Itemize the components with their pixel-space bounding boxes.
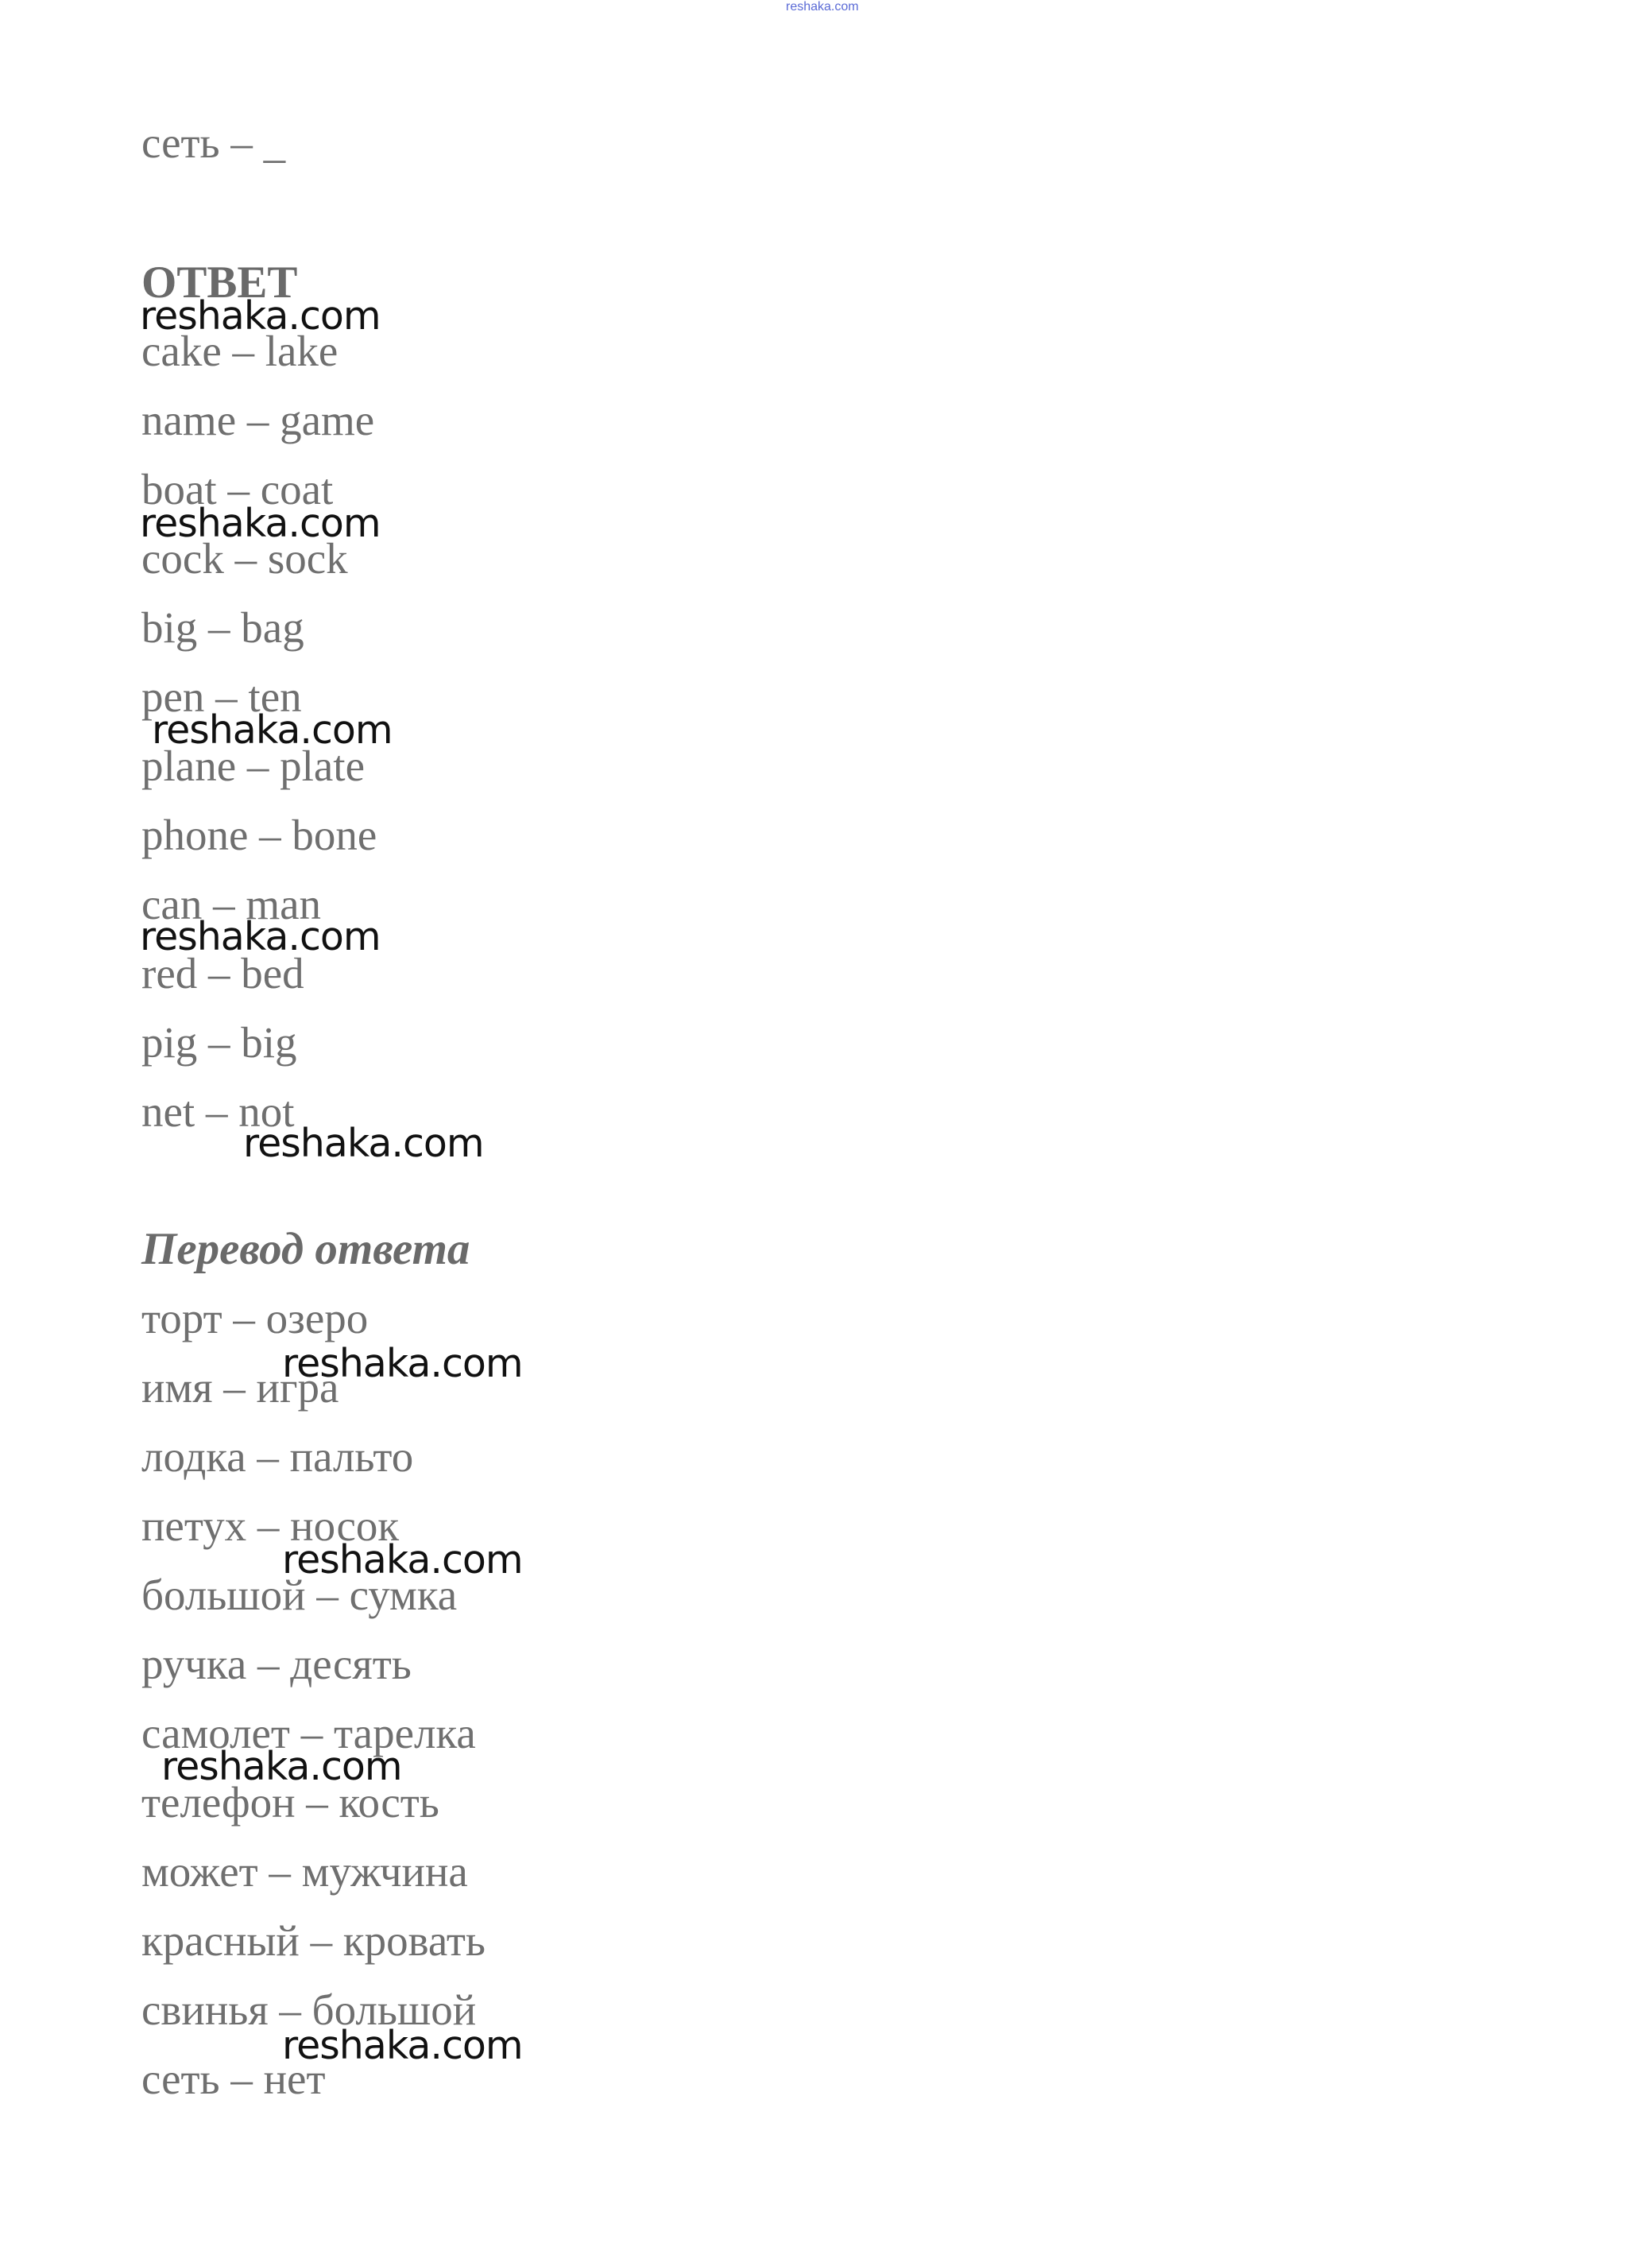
translation-line: сеть – нет	[141, 2055, 326, 2103]
watermark: reshaka.com	[140, 501, 381, 546]
translation-heading: Перевод ответа	[141, 1224, 470, 1274]
translation-line: имя – игра	[141, 1363, 339, 1412]
answer-line: pig – big	[141, 1018, 297, 1067]
translation-line: лодка – пальто	[141, 1432, 414, 1481]
answer-line: plane – plate	[141, 742, 365, 790]
translation-line: красный – кровать	[141, 1916, 486, 1965]
answer-line: big – bag	[141, 603, 304, 652]
translation-line: петух – носок	[141, 1501, 400, 1550]
answer-line: cock – sock	[141, 534, 348, 583]
question-last-line: сеть – _	[141, 118, 286, 167]
answer-line: can – man	[141, 880, 322, 928]
watermark: reshaka.com	[282, 1341, 523, 1386]
watermark: reshaka.com	[140, 293, 381, 339]
translation-line: ручка – десять	[141, 1640, 412, 1688]
translation-line: может – мужчина	[141, 1847, 468, 1896]
watermark: reshaka.com	[152, 707, 393, 753]
answer-line: red – bed	[141, 949, 304, 998]
translation-line: большой – сумка	[141, 1571, 458, 1619]
translation-line: самолет – тарелка	[141, 1709, 476, 1757]
answer-line: phone – bone	[141, 811, 377, 859]
answer-line: boat – coat	[141, 465, 334, 513]
answer-line: cake – lake	[141, 327, 339, 375]
translation-line: свинья – большой	[141, 1985, 477, 2034]
watermark: reshaka.com	[282, 2023, 523, 2068]
watermark: reshaka.com	[243, 1121, 484, 1166]
answer-line: net – not	[141, 1087, 295, 1136]
answer-heading: ОТВЕТ	[141, 258, 298, 308]
watermark: reshaka.com	[282, 1537, 523, 1582]
answer-line: name – game	[141, 396, 375, 444]
watermark: reshaka.com	[161, 1744, 402, 1789]
translation-line: телефон – кость	[141, 1778, 439, 1827]
site-link[interactable]: reshaka.com	[786, 0, 859, 14]
watermark: reshaka.com	[140, 914, 381, 959]
answer-line: pen – ten	[141, 672, 302, 721]
translation-line: торт – озеро	[141, 1294, 369, 1342]
